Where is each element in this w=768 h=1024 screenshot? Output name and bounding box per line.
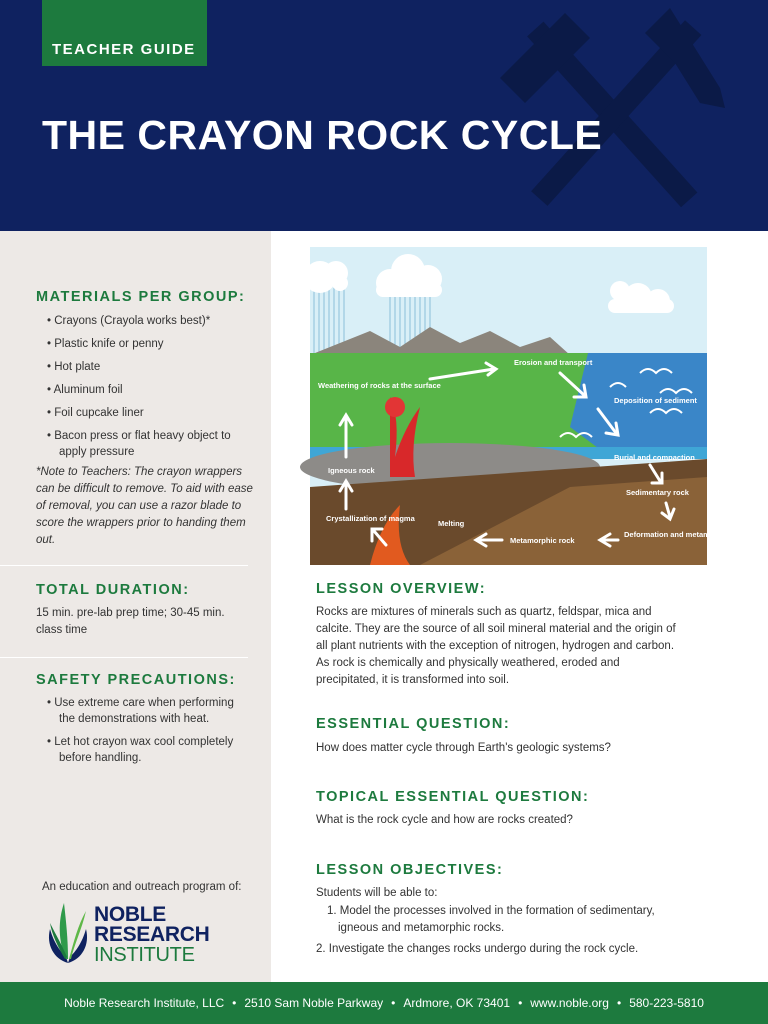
label-text: Sedimentary rock	[626, 488, 689, 497]
materials-title: MATERIALS PER GROUP:	[36, 289, 246, 305]
list-item: • Bacon press or flat heavy object to apply pressure	[47, 428, 257, 460]
label-text: Erosion and transport	[514, 358, 593, 367]
logo-line-noble: NOBLE	[94, 903, 167, 926]
separator-dot: •	[391, 996, 396, 1010]
label-crystallization	[326, 514, 416, 523]
list-item: • Foil cupcake liner	[47, 405, 257, 421]
label-erosion	[514, 358, 593, 367]
overview-text: Rocks are mixtures of minerals such as quartz, feldspar, mica and calcite. They are the source of all soil mineral material and the origin of all plant nutrients with the exception of nitrogen, hydrogen and carbon. As rock is chemically and physically weathered, eroded and precipitated, it is transformed into soil.	[316, 606, 676, 686]
label-text: Weathering of rocks at the surface	[318, 381, 441, 390]
footer-org: Noble Research Institute, LLC	[64, 996, 225, 1010]
footer-address: 2510 Sam Noble Parkway	[244, 996, 384, 1010]
objectives-list	[316, 903, 676, 958]
label-weathering	[318, 381, 441, 390]
overview-title: LESSON OVERVIEW:	[316, 581, 487, 597]
objectives-intro: Students will be able to:	[316, 887, 438, 899]
separator-dot: •	[616, 996, 622, 1010]
label-text: Deposition of sediment	[614, 396, 697, 405]
logo-line-research: RESEARCH	[94, 923, 210, 946]
label-text: Deformation and metamorphism	[624, 530, 740, 539]
logo-line-institute: INSTITUTE	[94, 944, 195, 966]
duration-title: TOTAL DURATION:	[36, 582, 190, 598]
teacher-guide-tag: TEACHER GUIDE	[42, 0, 207, 66]
rock-cycle-diagram	[310, 247, 740, 565]
footer-city: Ardmore, OK 73401	[403, 996, 511, 1010]
list-item: • Aluminum foil	[47, 382, 257, 398]
logo-wordmark	[94, 905, 209, 965]
page-title: THE CRAYON ROCK CYCLE	[42, 112, 603, 158]
label-burial	[614, 453, 695, 462]
label-deformation	[624, 530, 740, 539]
essential-title: ESSENTIAL QUESTION:	[316, 716, 511, 732]
duration-text: 15 min. pre-lab prep time; 30-45 min. class time	[36, 607, 225, 636]
divider	[0, 657, 248, 658]
safety-title: SAFETY PRECAUTIONS:	[36, 672, 236, 688]
label-melting	[438, 519, 465, 528]
sidebar	[0, 231, 271, 982]
topical-text: What is the rock cycle and how are rocks created?	[316, 814, 573, 826]
footer-phone: 580-223-5810	[629, 996, 704, 1010]
divider	[0, 565, 248, 566]
list-item: 1. Model the processes involved in the formation of sedimentary, igneous and metamorphic rocks.	[327, 905, 655, 934]
list-item: • Hot plate	[47, 359, 257, 375]
header-banner	[0, 0, 768, 231]
noble-logo	[44, 901, 234, 971]
essential-text: How does matter cycle through Earth's geologic systems?	[316, 742, 611, 754]
list-item: • Use extreme care when performing the demonstrations with heat.	[47, 695, 252, 727]
program-text: An education and outreach program of:	[42, 881, 242, 893]
objectives-block	[316, 885, 676, 958]
label-text: Burial and compaction	[614, 453, 695, 462]
teacher-note: *Note to Teachers: The crayon wrappers can be difficult to remove. To aid with ease of removal, you can use a razor blade to score the wrappers prior to handing them out.	[36, 466, 253, 546]
materials-list	[47, 313, 257, 467]
label-sedimentary	[626, 488, 690, 497]
footer-web-link[interactable]: www.noble.org	[530, 996, 609, 1010]
separator-dot: •	[232, 996, 237, 1010]
list-item: • Let hot crayon wax cool completely before handling.	[47, 734, 252, 766]
list-item: 2. Investigate the changes rocks undergo during the rock cycle.	[316, 943, 639, 955]
label-text: Melting	[438, 519, 465, 528]
label-text: Crystallization of magma	[326, 514, 415, 523]
noble-grass-logo-icon	[44, 901, 92, 965]
safety-list	[47, 695, 252, 773]
separator-dot: •	[518, 996, 523, 1010]
label-text: Igneous rock	[328, 466, 375, 475]
list-item: • Plastic knife or penny	[47, 336, 257, 352]
label-deposition	[614, 396, 697, 405]
objectives-title: LESSON OBJECTIVES:	[316, 862, 504, 878]
label-metamorphic	[510, 536, 575, 545]
label-text: Metamorphic rock	[510, 536, 575, 545]
list-item: • Crayons (Crayola works best)*	[47, 313, 257, 329]
topical-title: TOPICAL ESSENTIAL QUESTION:	[316, 789, 590, 805]
footer	[0, 982, 768, 1024]
label-igneous	[328, 466, 376, 475]
